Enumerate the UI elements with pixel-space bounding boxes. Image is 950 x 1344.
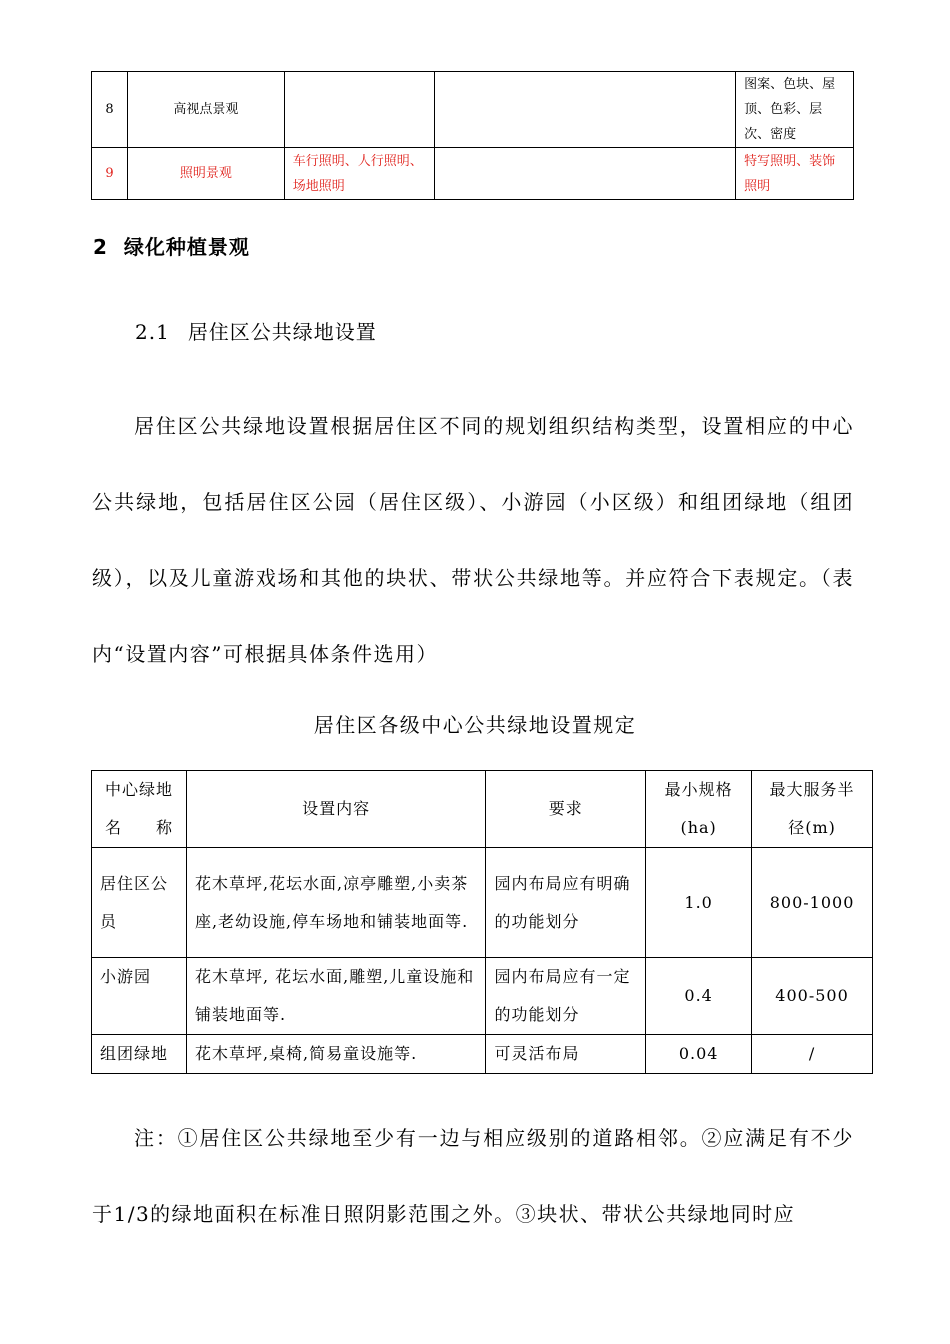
landscape-name: 高视点景观 — [127, 72, 284, 148]
landscape-col3 — [284, 72, 434, 148]
table-row — [92, 1035, 873, 1074]
table-row — [92, 958, 873, 1035]
section-heading — [93, 231, 250, 260]
landscape-name: 照明景观 — [127, 148, 284, 200]
cell-min-size: 0.04 — [646, 1035, 752, 1074]
subsection-heading — [135, 316, 377, 345]
table-row — [92, 72, 854, 148]
header-radius: 最大服务半 径(m) — [752, 771, 873, 848]
cell-name: 小游园 — [92, 958, 187, 1035]
cell-requirement: 园内布局应有明确的功能划分 — [486, 848, 646, 958]
cell-radius: / — [752, 1035, 873, 1074]
subsection-number: 2.1 — [135, 320, 170, 344]
cell-content: 花木草坪,花坛水面,凉亭雕塑,小卖茶座,老幼设施,停车场地和铺装地面等. — [186, 848, 486, 958]
header-name: 中心绿地 名 称 — [92, 771, 187, 848]
row-number: 8 — [92, 72, 128, 148]
landscape-col5: 特写照明、装饰照明 — [736, 148, 854, 200]
cell-name: 居住区公员 — [92, 848, 187, 958]
landscape-table — [91, 71, 854, 200]
landscape-col4 — [434, 148, 736, 200]
cell-requirement: 园内布局应有一定的功能划分 — [486, 958, 646, 1035]
header-requirement: 要求 — [486, 771, 646, 848]
cell-min-size: 0.4 — [646, 958, 752, 1035]
row-number: 9 — [92, 148, 128, 200]
cell-requirement: 可灵活布局 — [486, 1035, 646, 1074]
cell-name: 组团绿地 — [92, 1035, 187, 1074]
landscape-col3: 车行照明、人行照明、场地照明 — [284, 148, 434, 200]
header-content: 设置内容 — [186, 771, 486, 848]
table-row — [92, 148, 854, 200]
cell-min-size: 1.0 — [646, 848, 752, 958]
table-caption: 居住区各级中心公共绿地设置规定 — [313, 713, 637, 737]
table-note: 注：①居住区公共绿地至少有一边与相应级别的道路相邻。②应满足有不少于1/3的绿地面积在标准日照阴影范围之外。③块状、带状公共绿地同时应 — [92, 1126, 854, 1226]
cell-radius: 400-500 — [752, 958, 873, 1035]
header-min-size: 最小规格 (ha) — [646, 771, 752, 848]
cell-content: 花木草坪,桌椅,简易童设施等. — [186, 1035, 486, 1074]
table-row — [92, 848, 873, 958]
cell-radius: 800-1000 — [752, 848, 873, 958]
section-title: 绿化种植景观 — [123, 235, 250, 259]
landscape-col5: 图案、色块、屋顶、色彩、层次、密度 — [736, 72, 854, 148]
section-number: 2 — [93, 235, 108, 259]
body-paragraph: 居住区公共绿地设置根据居住区不同的规划组织结构类型，设置相应的中心公共绿地，包括居住区公园（居住区级）、小游园（小区级）和组团绿地（组团级），以及儿童游戏场和其他的块状、带状公共绿地等。并应符合下表规定。（表内“设置内容”可根据具体条件选用） — [92, 414, 854, 666]
cell-content: 花木草坪, 花坛水面,雕塑,儿童设施和铺装地面等. — [186, 958, 486, 1035]
subsection-title: 居住区公共绿地设置 — [187, 320, 377, 344]
table-header-row — [92, 771, 873, 848]
landscape-col4 — [434, 72, 736, 148]
green-space-table — [91, 770, 873, 1074]
